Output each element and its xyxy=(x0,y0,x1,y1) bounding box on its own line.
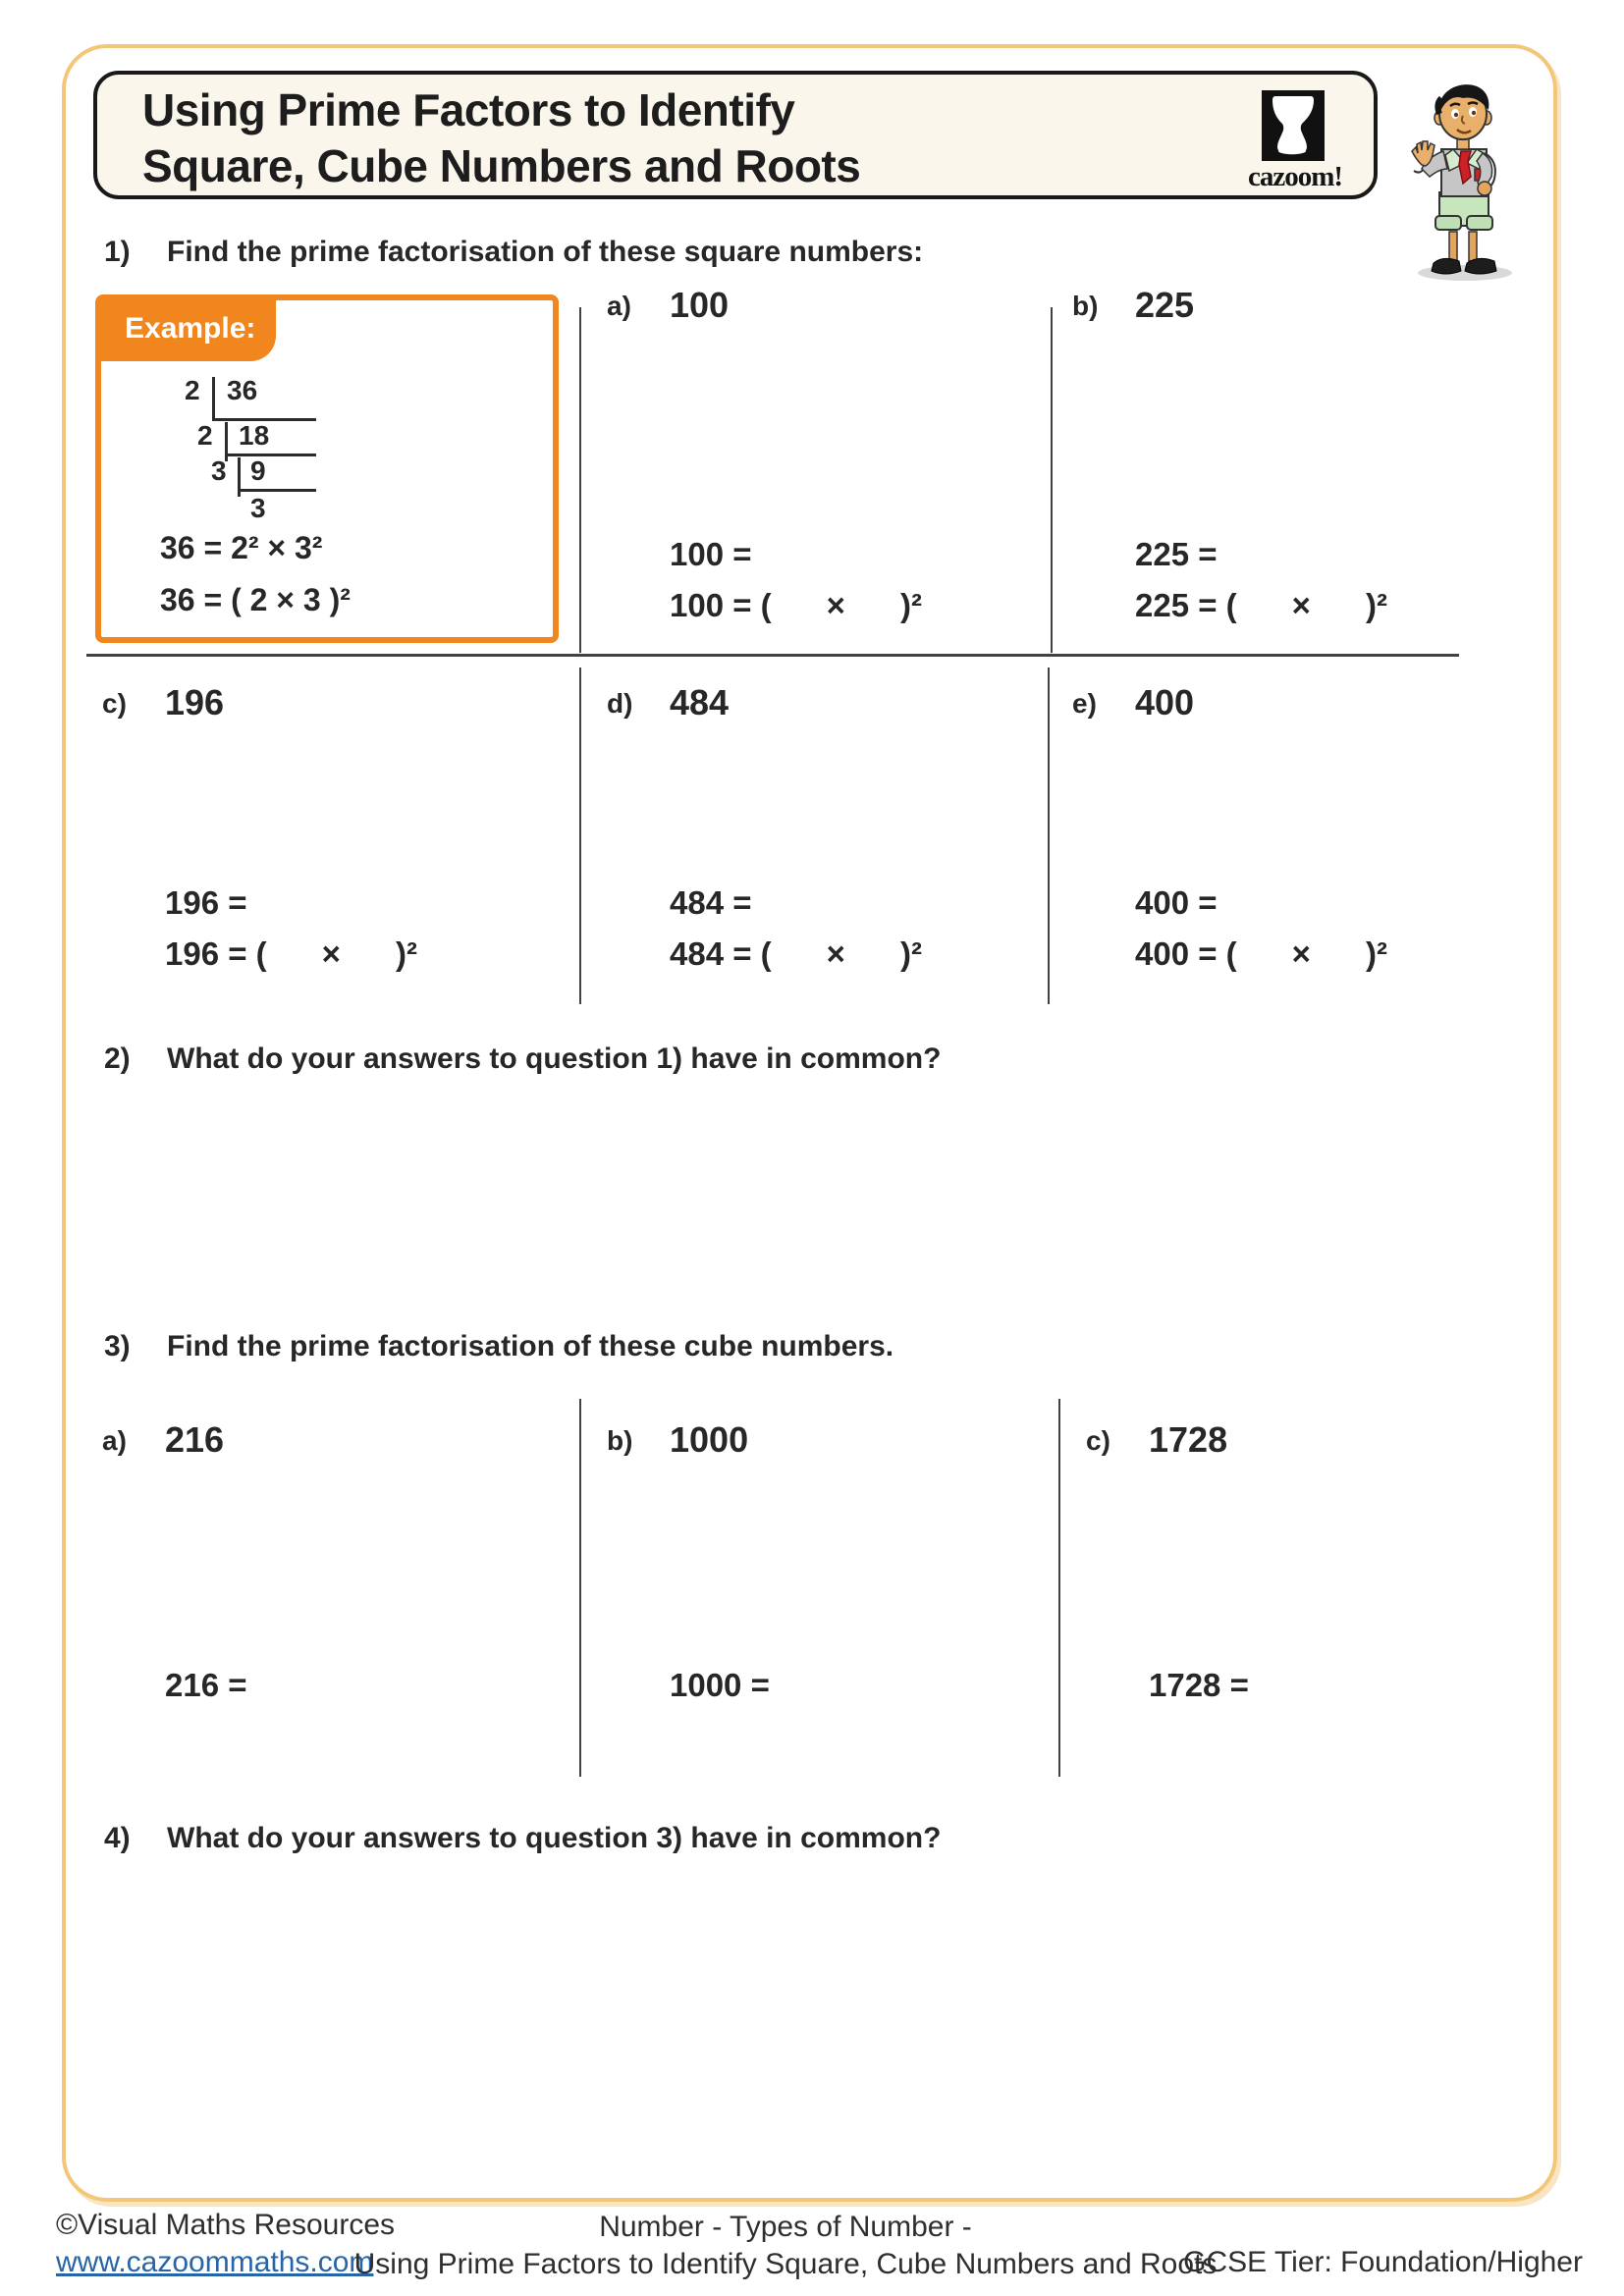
q1b-label: b) xyxy=(1072,291,1099,321)
q3b-number: 1000 xyxy=(670,1419,749,1460)
ladder-line-2 xyxy=(225,454,316,456)
q1e-eq2-close: )² xyxy=(1365,935,1387,972)
q1-row2-divider-e xyxy=(1048,667,1050,1004)
q1e-times-sign: × xyxy=(1291,935,1311,972)
q4-number: 4) xyxy=(104,1822,131,1854)
cazoom-logo-text: cazoom! xyxy=(1247,161,1343,192)
q1b-bracket-line[interactable] xyxy=(1135,587,1387,624)
q1c-answer-line[interactable] xyxy=(165,884,247,922)
student-character-illustration xyxy=(1398,59,1528,285)
example-box xyxy=(95,294,559,643)
example-equation-1: 36 = 2² × 3² xyxy=(160,530,323,565)
q1c-label: c) xyxy=(102,688,127,719)
ladder-value-3: 9 xyxy=(250,455,266,486)
q1d-times-sign: × xyxy=(826,935,845,972)
footer-topic-line1: Number - Types of Number - xyxy=(599,2211,972,2243)
q2-number: 2) xyxy=(104,1042,131,1075)
q3-number: 3) xyxy=(104,1330,131,1362)
ladder-line-3 xyxy=(238,489,316,492)
q1c-eq2-close: )² xyxy=(395,935,417,972)
q1d-label: d) xyxy=(607,688,633,719)
q1d-eq2-close: )² xyxy=(899,935,922,972)
q4-text: What do your answers to question 3) have in common? xyxy=(167,1822,942,1854)
q1c-eq1: 196 = xyxy=(165,884,247,921)
q1a-label: a) xyxy=(607,291,631,321)
q1d-bracket-line[interactable] xyxy=(670,935,922,973)
q1e-label: e) xyxy=(1072,688,1097,719)
q3b-answer-line[interactable] xyxy=(670,1667,770,1704)
example-tab xyxy=(101,300,276,361)
worksheet-header xyxy=(93,71,1378,199)
q1-row1-divider-a xyxy=(579,307,581,653)
ladder-divisor-2: 2 xyxy=(197,420,213,451)
page-title-line2: Square, Cube Numbers and Roots xyxy=(142,140,861,191)
q1d-eq1: 484 = xyxy=(670,884,752,921)
q2-text: What do your answers to question 1) have in common? xyxy=(167,1042,942,1075)
q3-divider-a xyxy=(579,1399,581,1777)
ladder-value-1: 36 xyxy=(227,375,258,405)
q3-text: Find the prime factorisation of these cube numbers. xyxy=(167,1330,894,1362)
q1d-answer-line[interactable] xyxy=(670,884,752,922)
footer-topic xyxy=(265,2209,1306,2283)
q3c-eq1: 1728 = xyxy=(1149,1667,1249,1703)
q1e-eq1: 400 = xyxy=(1135,884,1218,921)
example-equation-2: 36 = ( 2 × 3 )² xyxy=(160,582,351,617)
q1c-times-sign: × xyxy=(321,935,341,972)
q1a-times-sign: × xyxy=(826,587,845,623)
footer-copyright: ©Visual Maths Resources xyxy=(56,2209,396,2241)
q1a-number: 100 xyxy=(670,285,730,325)
footer-gcse-tier: GCSE Tier: Foundation/Higher xyxy=(1183,2246,1583,2278)
q1-text: Find the prime factorisation of these square numbers: xyxy=(167,236,924,268)
q1a-eq2-close: )² xyxy=(899,587,922,623)
q1-row2-divider-d xyxy=(579,667,581,1004)
q1d-eq2-open: 484 = ( xyxy=(670,935,772,972)
q1a-eq2-open: 100 = ( xyxy=(670,587,772,623)
q1e-bracket-line[interactable] xyxy=(1135,935,1387,973)
q3a-label: a) xyxy=(102,1425,127,1456)
footer-topic-line2: Using Prime Factors to Identify Square, Cube Numbers and Roots xyxy=(353,2248,1218,2280)
q3a-answer-line[interactable] xyxy=(165,1667,247,1704)
q1b-times-sign: × xyxy=(1291,587,1311,623)
q3-divider-b xyxy=(1058,1399,1060,1777)
cazoom-drum-icon xyxy=(1262,90,1325,161)
q1-row-separator xyxy=(86,654,1459,657)
q1-row1-divider-b xyxy=(1051,307,1053,653)
ladder-divisor-1: 2 xyxy=(185,375,200,405)
footer-website-url[interactable]: www.cazoommaths.com xyxy=(56,2246,374,2278)
q1e-eq2-open: 400 = ( xyxy=(1135,935,1237,972)
q1a-answer-line[interactable] xyxy=(670,536,752,573)
q1e-answer-line[interactable] xyxy=(1135,884,1218,922)
q1-number: 1) xyxy=(104,236,131,268)
q3c-number: 1728 xyxy=(1149,1419,1228,1460)
q1b-eq2-close: )² xyxy=(1365,587,1387,623)
q1a-bracket-line[interactable] xyxy=(670,587,922,624)
ladder-divisor-3: 3 xyxy=(211,455,227,486)
page-title xyxy=(142,82,860,194)
q3a-number: 216 xyxy=(165,1419,225,1460)
q1c-number: 196 xyxy=(165,682,225,722)
q1e-number: 400 xyxy=(1135,682,1195,722)
example-label: Example: xyxy=(125,312,256,345)
q1c-bracket-line[interactable] xyxy=(165,935,417,973)
q1a-eq1: 100 = xyxy=(670,536,752,572)
ladder-value-4: 3 xyxy=(250,493,266,523)
q1b-number: 225 xyxy=(1135,285,1195,325)
q3c-label: c) xyxy=(1086,1425,1110,1456)
ladder-value-2: 18 xyxy=(239,420,270,451)
q1b-answer-line[interactable] xyxy=(1135,536,1218,573)
ladder-bar-1 xyxy=(212,377,215,420)
q1c-eq2-open: 196 = ( xyxy=(165,935,267,972)
q3c-answer-line[interactable] xyxy=(1149,1667,1249,1704)
q1b-eq2-open: 225 = ( xyxy=(1135,587,1237,623)
q1d-number: 484 xyxy=(670,682,730,722)
page-title-line1: Using Prime Factors to Identify xyxy=(142,84,795,135)
q1b-eq1: 225 = xyxy=(1135,536,1218,572)
q3a-eq1: 216 = xyxy=(165,1667,247,1703)
q3b-label: b) xyxy=(607,1425,633,1456)
q3b-eq1: 1000 = xyxy=(670,1667,770,1703)
